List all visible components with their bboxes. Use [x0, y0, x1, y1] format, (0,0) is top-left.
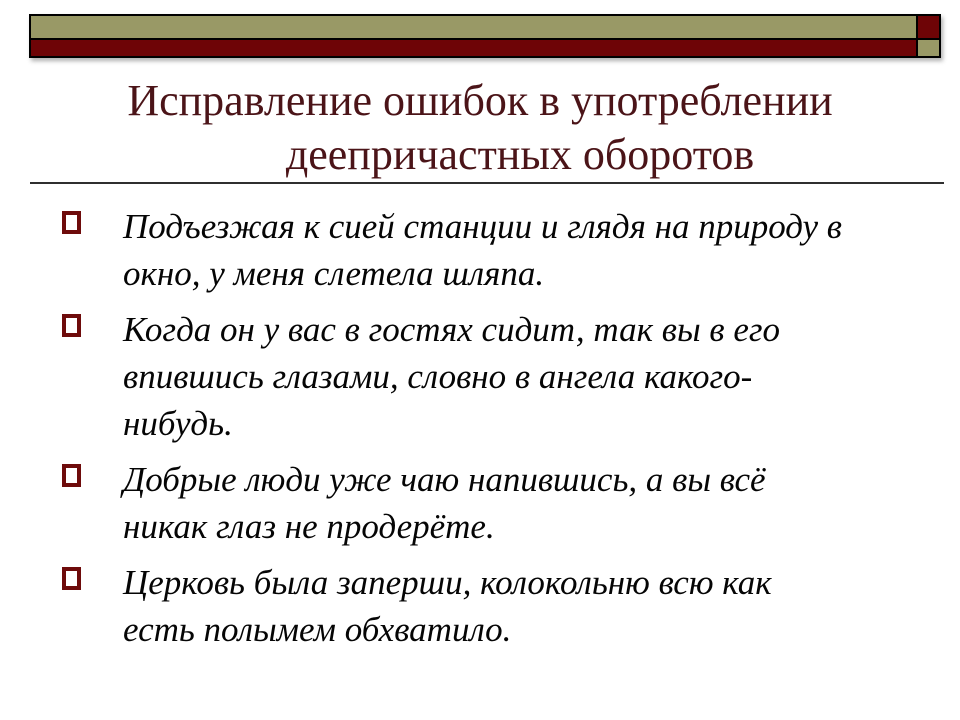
bullet-text	[123, 306, 922, 447]
olive-bar	[29, 14, 918, 40]
list-item	[62, 559, 922, 653]
bullet-text-line: есть полымем обхватило.	[123, 610, 512, 649]
corner-maroon-square	[916, 14, 941, 40]
title-line-2: деепричастных оборотов	[285, 130, 755, 179]
header-decoration	[29, 14, 941, 58]
list-item	[62, 306, 922, 447]
square-bullet-icon	[62, 314, 81, 337]
bullet-text	[123, 203, 922, 297]
square-bullet-icon	[62, 464, 81, 487]
bullet-text	[123, 559, 922, 653]
title-line-1: Исправление ошибок в употреблении	[127, 76, 833, 125]
bullet-text-line: Церковь была заперши, колокольню всю как	[123, 563, 772, 602]
square-bullet-icon	[62, 567, 81, 590]
bullet-text-line: нибудь.	[123, 404, 233, 443]
square-bullet-icon	[62, 211, 81, 234]
bullet-text-line: окно, у меня слетела шляпа.	[123, 254, 545, 293]
maroon-bar	[29, 38, 918, 58]
title-divider	[30, 182, 944, 184]
bullet-text-line: Добрые люди уже чаю напившись, а вы всё	[123, 460, 766, 499]
bullet-text-line: впившись глазами, словно в ангела какого-	[123, 357, 753, 396]
bullet-list	[62, 203, 922, 662]
bullet-text-line: никак глаз не продерёте.	[123, 507, 495, 546]
list-item	[62, 203, 922, 297]
bullet-text	[123, 456, 922, 550]
list-item	[62, 456, 922, 550]
page-title	[0, 74, 960, 182]
bullet-text-line: Когда он у вас в гостях сидит, так вы в его	[123, 310, 781, 349]
bullet-text-line: Подъезжая к сией станции и глядя на природу в	[123, 207, 842, 246]
corner-olive-square	[916, 38, 941, 58]
